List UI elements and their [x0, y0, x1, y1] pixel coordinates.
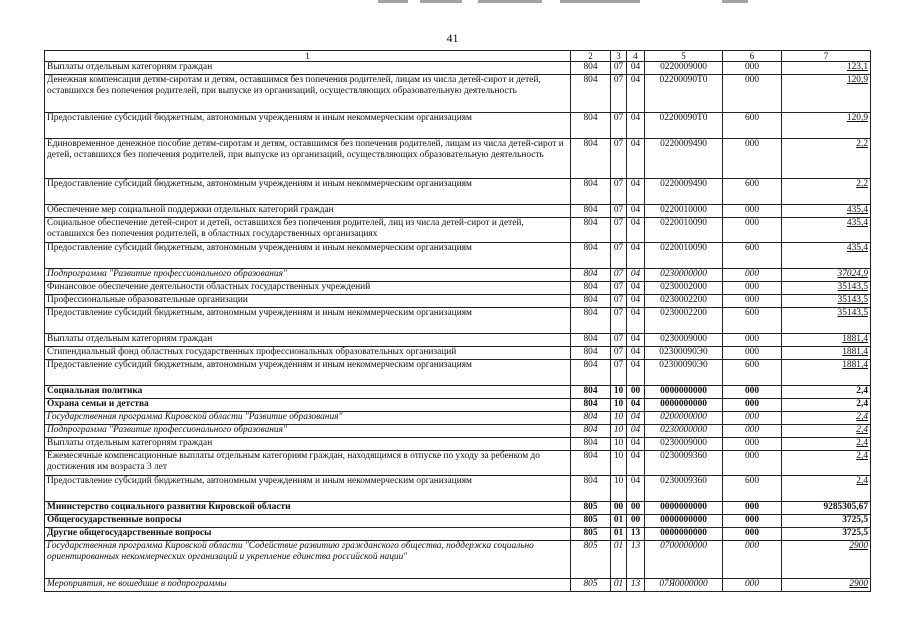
table-row [45, 282, 871, 295]
row-target-cell: 0220010090 [645, 243, 723, 269]
table-row [45, 113, 871, 139]
row-expense-type-cell: 000 [723, 205, 782, 218]
row-name-cell: Охрана семьи и детства [45, 399, 571, 412]
row-amount-cell: 2,4 [782, 476, 871, 502]
row-section-cell: 01 [611, 579, 627, 592]
row-subsection-cell: 04 [627, 412, 645, 425]
row-subsection-cell: 04 [627, 75, 645, 113]
budget-table [44, 50, 871, 592]
row-amount-cell: 2,2 [782, 179, 871, 205]
row-target-cell: 0230009000 [645, 438, 723, 451]
table-row [45, 218, 871, 243]
row-target-cell: 02300090Э0 [645, 347, 723, 360]
row-expense-type-cell: 000 [723, 438, 782, 451]
table-row [45, 308, 871, 334]
row-amount-cell: 2,4 [782, 425, 871, 438]
row-amount-cell: 2900 [782, 579, 871, 592]
row-section-cell: 07 [611, 360, 627, 386]
row-name-cell: Финансовое обеспечение деятельности областных государственных учреждений [45, 282, 571, 295]
row-code-cell: 805 [571, 515, 611, 528]
table-row [45, 205, 871, 218]
row-subsection-cell: 04 [627, 347, 645, 360]
row-expense-type-cell: 000 [723, 139, 782, 179]
row-section-cell: 07 [611, 113, 627, 139]
row-expense-type-cell: 000 [723, 515, 782, 528]
row-target-cell: 0230009360 [645, 451, 723, 476]
row-code-cell: 804 [571, 347, 611, 360]
row-target-cell: 0000000000 [645, 502, 723, 515]
row-subsection-cell: 04 [627, 295, 645, 308]
table-row [45, 62, 871, 75]
scan-artifact-3 [478, 0, 542, 3]
table-row [45, 75, 871, 113]
row-name-cell: Социальное обеспечение детей-сирот и детей, оставшихся без попечения родителей, лиц из числа детей-сирот и детей, оставшихся без попечения родителей, в областных государственных организациях [45, 218, 571, 243]
row-code-cell: 804 [571, 386, 611, 399]
row-amount-cell: 120,9 [782, 75, 871, 113]
scan-artifact-5 [722, 0, 748, 3]
header-col-2: 2 [571, 51, 611, 62]
row-expense-type-cell: 000 [723, 347, 782, 360]
row-amount-cell: 35143,5 [782, 295, 871, 308]
row-expense-type-cell: 000 [723, 502, 782, 515]
row-expense-type-cell: 600 [723, 308, 782, 334]
scan-artifact-1 [378, 0, 408, 3]
row-code-cell: 804 [571, 62, 611, 75]
row-subsection-cell: 00 [627, 515, 645, 528]
row-target-cell: 0200000000 [645, 412, 723, 425]
row-code-cell: 804 [571, 451, 611, 476]
row-name-cell: Выплаты отдельным категориям граждан [45, 334, 571, 347]
row-target-cell: 0220010000 [645, 205, 723, 218]
header-col-6: 6 [723, 51, 782, 62]
row-amount-cell: 123,1 [782, 62, 871, 75]
table-body [45, 62, 871, 592]
table-row [45, 451, 871, 476]
row-expense-type-cell: 600 [723, 243, 782, 269]
row-code-cell: 805 [571, 502, 611, 515]
row-section-cell: 07 [611, 269, 627, 282]
row-expense-type-cell: 600 [723, 179, 782, 205]
row-section-cell: 10 [611, 451, 627, 476]
scan-artifact-2 [420, 0, 462, 3]
row-section-cell: 07 [611, 308, 627, 334]
row-subsection-cell: 04 [627, 62, 645, 75]
row-name-cell: Общегосударственные вопросы [45, 515, 571, 528]
row-name-cell: Предоставление субсидий бюджетным, автономным учреждениям и иным некоммерческим организациям [45, 308, 571, 334]
row-amount-cell: 2,4 [782, 386, 871, 399]
row-section-cell: 10 [611, 399, 627, 412]
row-name-cell: Предоставление субсидий бюджетным, автономным учреждениям и иным некоммерческим организациям [45, 243, 571, 269]
table-row [45, 179, 871, 205]
row-target-cell: 0230009360 [645, 476, 723, 502]
row-target-cell: 0700000000 [645, 541, 723, 579]
row-name-cell: Предоставление субсидий бюджетным, автономным учреждениям и иным некоммерческим организациям [45, 476, 571, 502]
row-code-cell: 804 [571, 412, 611, 425]
table-row [45, 412, 871, 425]
row-expense-type-cell: 600 [723, 476, 782, 502]
row-expense-type-cell: 000 [723, 334, 782, 347]
row-code-cell: 804 [571, 425, 611, 438]
row-name-cell: Денежная компенсация детям-сиротам и детям, оставшимся без попечения родителей, лицам из числа детей-сирот и детей, оставшихся без попечения родителей, при выпуске из организаций, осуществляющих образовательную деятельность [45, 75, 571, 113]
row-expense-type-cell: 000 [723, 386, 782, 399]
row-target-cell: 0230002000 [645, 282, 723, 295]
row-code-cell: 804 [571, 243, 611, 269]
row-target-cell: 0230002200 [645, 295, 723, 308]
table-row [45, 502, 871, 515]
row-subsection-cell: 04 [627, 243, 645, 269]
page-number: 41 [446, 31, 459, 45]
row-name-cell: Предоставление субсидий бюджетным, автономным учреждениям и иным некоммерческим организациям [45, 113, 571, 139]
row-section-cell: 10 [611, 386, 627, 399]
row-subsection-cell: 04 [627, 282, 645, 295]
header-col-1: 1 [45, 51, 571, 62]
row-code-cell: 804 [571, 75, 611, 113]
row-target-cell: 0230000000 [645, 425, 723, 438]
row-name-cell: Единовременное денежное пособие детям-сиротам и детям, оставшимся без попечения родителей, лицам из числа детей-сирот и детей, оставшихся без попечения родителей, при выпуске из организаций, осуществляющих образовательную деятельность [45, 139, 571, 179]
row-code-cell: 804 [571, 269, 611, 282]
row-code-cell: 805 [571, 528, 611, 541]
row-target-cell: 0000000000 [645, 399, 723, 412]
row-expense-type-cell: 000 [723, 295, 782, 308]
table-row [45, 295, 871, 308]
row-code-cell: 804 [571, 360, 611, 386]
row-name-cell: Профессиональные образовательные организации [45, 295, 571, 308]
row-section-cell: 07 [611, 139, 627, 179]
row-expense-type-cell: 000 [723, 282, 782, 295]
row-name-cell: Ежемесячные компенсационные выплаты отдельным категориям граждан, находящимся в отпуске по уходу за ребенком до достижения им возраста 3 лет [45, 451, 571, 476]
row-target-cell: 0230000000 [645, 269, 723, 282]
row-subsection-cell: 04 [627, 399, 645, 412]
table-row [45, 528, 871, 541]
row-section-cell: 10 [611, 438, 627, 451]
table-row [45, 386, 871, 399]
row-expense-type-cell: 000 [723, 425, 782, 438]
table-row [45, 425, 871, 438]
row-expense-type-cell: 000 [723, 528, 782, 541]
row-subsection-cell: 04 [627, 360, 645, 386]
row-amount-cell: 2,2 [782, 139, 871, 179]
row-name-cell: Мероприятия, не вошедшие в подпрограммы [45, 579, 571, 592]
row-name-cell: Государственная программа Кировской области "Содействие развитию гражданского общества, поддержка социально ориентированных некоммерческих организаций и укрепление единства российской нации" [45, 541, 571, 579]
row-expense-type-cell: 000 [723, 579, 782, 592]
row-section-cell: 07 [611, 75, 627, 113]
row-target-cell: 0220010090 [645, 218, 723, 243]
row-subsection-cell: 04 [627, 179, 645, 205]
row-subsection-cell: 13 [627, 541, 645, 579]
row-expense-type-cell: 000 [723, 218, 782, 243]
header-row [45, 51, 871, 62]
row-amount-cell: 2,4 [782, 438, 871, 451]
row-name-cell: Подпрограмма "Развитие профессионального образования" [45, 269, 571, 282]
row-subsection-cell: 04 [627, 451, 645, 476]
row-expense-type-cell: 000 [723, 75, 782, 113]
row-section-cell: 00 [611, 502, 627, 515]
row-target-cell: 0220009490 [645, 179, 723, 205]
row-subsection-cell: 04 [627, 139, 645, 179]
row-name-cell: Социальная политика [45, 386, 571, 399]
row-amount-cell: 1881,4 [782, 360, 871, 386]
row-amount-cell: 435,4 [782, 218, 871, 243]
table-row [45, 334, 871, 347]
table-row [45, 139, 871, 179]
row-section-cell: 01 [611, 541, 627, 579]
row-name-cell: Министерство социального развития Кировской области [45, 502, 571, 515]
header-col-4: 4 [627, 51, 645, 62]
row-amount-cell: 1881,4 [782, 334, 871, 347]
row-amount-cell: 35143,5 [782, 282, 871, 295]
row-section-cell: 07 [611, 243, 627, 269]
row-subsection-cell: 13 [627, 528, 645, 541]
row-target-cell: 0000000000 [645, 515, 723, 528]
row-subsection-cell: 04 [627, 438, 645, 451]
row-name-cell: Обеспечение мер социальной поддержки отдельных категорий граждан [45, 205, 571, 218]
table-row [45, 360, 871, 386]
row-target-cell: 02300090Э0 [645, 360, 723, 386]
header-col-3: 3 [611, 51, 627, 62]
row-code-cell: 804 [571, 205, 611, 218]
row-amount-cell: 3725,5 [782, 528, 871, 541]
row-name-cell: Предоставление субсидий бюджетным, автономным учреждениям и иным некоммерческим организациям [45, 360, 571, 386]
row-target-cell: 0230002200 [645, 308, 723, 334]
row-amount-cell: 1881,4 [782, 347, 871, 360]
row-target-cell: 02200090Т0 [645, 75, 723, 113]
row-section-cell: 01 [611, 515, 627, 528]
row-amount-cell: 37024,9 [782, 269, 871, 282]
row-expense-type-cell: 600 [723, 113, 782, 139]
row-target-cell: 0000000000 [645, 528, 723, 541]
scan-artifact-4 [560, 0, 640, 3]
row-amount-cell: 435,4 [782, 243, 871, 269]
row-amount-cell: 35143,5 [782, 308, 871, 334]
row-target-cell: 0000000000 [645, 386, 723, 399]
table-row [45, 438, 871, 451]
row-section-cell: 07 [611, 295, 627, 308]
row-subsection-cell: 04 [627, 113, 645, 139]
row-code-cell: 804 [571, 334, 611, 347]
row-subsection-cell: 04 [627, 205, 645, 218]
row-name-cell: Государственная программа Кировской области "Развитие образования" [45, 412, 571, 425]
row-code-cell: 804 [571, 218, 611, 243]
row-section-cell: 10 [611, 412, 627, 425]
table-row [45, 269, 871, 282]
header-col-7: 7 [782, 51, 871, 62]
row-amount-cell: 2,4 [782, 451, 871, 476]
row-section-cell: 07 [611, 347, 627, 360]
row-name-cell: Подпрограмма "Развитие профессионального образования" [45, 425, 571, 438]
row-target-cell: 02200090Т0 [645, 113, 723, 139]
row-name-cell: Выплаты отдельным категориям граждан [45, 438, 571, 451]
row-amount-cell: 120,9 [782, 113, 871, 139]
row-expense-type-cell: 000 [723, 269, 782, 282]
row-subsection-cell: 04 [627, 218, 645, 243]
table-row [45, 541, 871, 579]
table-row [45, 243, 871, 269]
row-section-cell: 07 [611, 62, 627, 75]
row-expense-type-cell: 000 [723, 412, 782, 425]
row-name-cell: Предоставление субсидий бюджетным, автономным учреждениям и иным некоммерческим организациям [45, 179, 571, 205]
row-amount-cell: 2900 [782, 541, 871, 579]
row-target-cell: 0230009000 [645, 334, 723, 347]
row-section-cell: 07 [611, 334, 627, 347]
row-section-cell: 01 [611, 528, 627, 541]
row-expense-type-cell: 000 [723, 451, 782, 476]
row-code-cell: 804 [571, 139, 611, 179]
row-code-cell: 804 [571, 113, 611, 139]
row-code-cell: 804 [571, 179, 611, 205]
row-code-cell: 804 [571, 438, 611, 451]
row-subsection-cell: 04 [627, 334, 645, 347]
row-section-cell: 07 [611, 179, 627, 205]
row-subsection-cell: 00 [627, 502, 645, 515]
row-code-cell: 805 [571, 541, 611, 579]
table-row [45, 579, 871, 592]
row-code-cell: 804 [571, 476, 611, 502]
row-section-cell: 07 [611, 282, 627, 295]
row-code-cell: 804 [571, 308, 611, 334]
row-code-cell: 805 [571, 579, 611, 592]
row-expense-type-cell: 600 [723, 360, 782, 386]
row-section-cell: 10 [611, 476, 627, 502]
row-name-cell: Другие общегосударственные вопросы [45, 528, 571, 541]
row-subsection-cell: 13 [627, 579, 645, 592]
table-row [45, 399, 871, 412]
row-subsection-cell: 04 [627, 425, 645, 438]
table-row [45, 347, 871, 360]
row-subsection-cell: 04 [627, 476, 645, 502]
row-expense-type-cell: 000 [723, 541, 782, 579]
row-target-cell: 07Я0000000 [645, 579, 723, 592]
row-name-cell: Стипендиальный фонд областных государственных профессиональных образовательных организаций [45, 347, 571, 360]
row-name-cell: Выплаты отдельным категориям граждан [45, 62, 571, 75]
header-col-5: 5 [645, 51, 723, 62]
row-code-cell: 804 [571, 295, 611, 308]
row-target-cell: 0220009000 [645, 62, 723, 75]
row-amount-cell: 2,4 [782, 412, 871, 425]
row-amount-cell: 435,4 [782, 205, 871, 218]
row-code-cell: 804 [571, 282, 611, 295]
table-row [45, 476, 871, 502]
row-expense-type-cell: 000 [723, 62, 782, 75]
row-expense-type-cell: 000 [723, 399, 782, 412]
row-code-cell: 804 [571, 399, 611, 412]
row-subsection-cell: 04 [627, 308, 645, 334]
row-section-cell: 10 [611, 425, 627, 438]
row-amount-cell: 2,4 [782, 399, 871, 412]
row-section-cell: 07 [611, 205, 627, 218]
table-row [45, 515, 871, 528]
row-subsection-cell: 00 [627, 386, 645, 399]
row-section-cell: 07 [611, 218, 627, 243]
row-amount-cell: 3725,5 [782, 515, 871, 528]
row-amount-cell: 9285305,67 [782, 502, 871, 515]
row-target-cell: 0220009490 [645, 139, 723, 179]
row-subsection-cell: 04 [627, 269, 645, 282]
